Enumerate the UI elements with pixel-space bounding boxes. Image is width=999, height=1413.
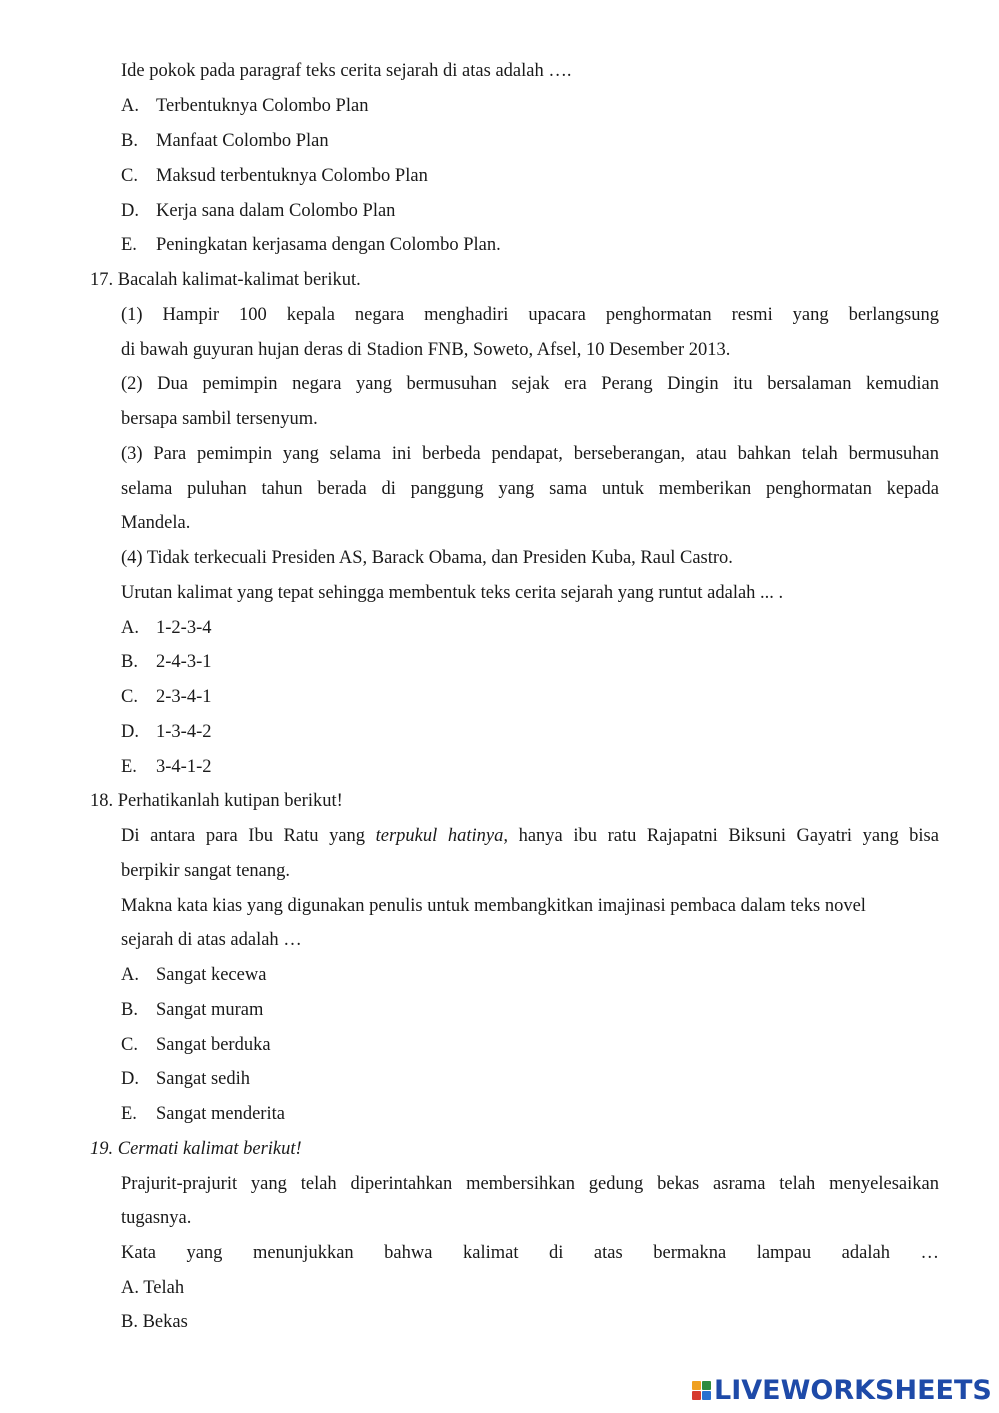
- option-letter: A.: [121, 965, 139, 985]
- option-letter: B.: [121, 1000, 138, 1020]
- option-text: Manfaat Colombo Plan: [156, 131, 329, 151]
- option-text: 1-2-3-4: [156, 618, 212, 638]
- option-letter: C.: [121, 687, 138, 707]
- q17-heading: [90, 269, 361, 291]
- option-letter: D.: [121, 722, 139, 742]
- q19-sentence-line-2: tugasnya.: [121, 1208, 192, 1228]
- q18-quote-line-1: [121, 825, 939, 847]
- q17-prompt: Urutan kalimat yang tepat sehingga membentuk teks cerita sejarah yang runtut adalah ... .: [121, 583, 784, 603]
- option-text: Terbentuknya Colombo Plan: [156, 96, 369, 116]
- q16-prompt: Ide pokok pada paragraf teks cerita sejarah di atas adalah ….: [121, 61, 572, 81]
- q19-option-a[interactable]: A. Telah: [121, 1278, 185, 1298]
- option-text: Sangat menderita: [156, 1104, 285, 1124]
- figurative-phrase: terpukul hatinya,: [375, 826, 508, 846]
- option-letter: A.: [121, 618, 139, 638]
- q17-sentence-3-line-3: Mandela.: [121, 513, 191, 533]
- q17-sentence-1-line-2: di bawah guyuran hujan deras di Stadion FNB, Soweto, Afsel, 10 Desember 2013.: [121, 340, 731, 360]
- option-letter: E.: [121, 1104, 137, 1124]
- option-text: Sangat berduka: [156, 1035, 271, 1055]
- q17-sentence-3-line-2: selama puluhan tahun berada di panggung yang sama untuk memberikan penghormatan kepada: [121, 479, 939, 499]
- option-text: Kerja sana dalam Colombo Plan: [156, 201, 396, 221]
- q18-prompt-line-2: sejarah di atas adalah …: [121, 930, 302, 950]
- q17-sentence-3-line-1: (3) Para pemimpin yang selama ini berbeda pendapat, berseberangan, atau bahkan telah bermusuhan: [121, 444, 939, 464]
- option-text: Peningkatan kerjasama dengan Colombo Plan.: [156, 235, 501, 255]
- option-text: 1-3-4-2: [156, 722, 212, 742]
- option-text: Sangat kecewa: [156, 965, 267, 985]
- question-number: 18.: [90, 791, 114, 811]
- liveworksheets-logo[interactable]: [692, 1374, 992, 1406]
- q18-quote-line-2: berpikir sangat tenang.: [121, 861, 291, 881]
- logo-square-icon: [702, 1391, 711, 1400]
- logo-square-icon: [692, 1391, 701, 1400]
- q17-sentence-2-line-2: bersapa sambil tersenyum.: [121, 409, 318, 429]
- q18-heading: [90, 790, 343, 812]
- option-text: 2-4-3-1: [156, 652, 212, 672]
- option-letter: E.: [121, 757, 137, 777]
- option-letter: B.: [121, 652, 138, 672]
- quote-text: hanya ibu ratu Rajapatni Biksuni Gayatri yang bisa: [507, 826, 939, 846]
- question-number: 17.: [90, 270, 114, 290]
- question-title: Bacalah kalimat-kalimat berikut.: [117, 270, 361, 290]
- logo-square-icon: [702, 1381, 711, 1390]
- option-text: Maksud terbentuknya Colombo Plan: [156, 166, 428, 186]
- q17-sentence-1-line-1: (1) Hampir 100 kepala negara menghadiri upacara penghormatan resmi yang berlangsung: [121, 305, 939, 325]
- option-text: Sangat sedih: [156, 1069, 251, 1089]
- logo-square-icon: [692, 1381, 701, 1390]
- liveworksheets-wordmark: LIVEWORKSHEETS: [714, 1374, 992, 1406]
- quote-text: Di antara para Ibu Ratu yang: [121, 826, 376, 846]
- q19-option-b[interactable]: B. Bekas: [121, 1312, 188, 1332]
- option-letter: B.: [121, 131, 138, 151]
- option-letter: C.: [121, 166, 138, 186]
- option-letter: A.: [121, 96, 139, 116]
- option-text: 2-3-4-1: [156, 687, 212, 707]
- q19-heading: 19. Cermati kalimat berikut!: [90, 1139, 302, 1159]
- option-letter: E.: [121, 235, 137, 255]
- option-letter: D.: [121, 201, 139, 221]
- q17-sentence-4: (4) Tidak terkecuali Presiden AS, Barack Obama, dan Presiden Kuba, Raul Castro.: [121, 548, 733, 568]
- q19-sentence-line-1: Prajurit-prajurit yang telah diperintahkan membersihkan gedung bekas asrama telah menyelesaikan: [121, 1174, 939, 1194]
- option-text: Sangat muram: [156, 1000, 264, 1020]
- q19-prompt: Kata yang menunjukkan bahwa kalimat di atas bermakna lampau adalah …: [121, 1243, 939, 1263]
- option-letter: D.: [121, 1069, 139, 1089]
- option-text: 3-4-1-2: [156, 757, 212, 777]
- option-letter: C.: [121, 1035, 138, 1055]
- question-title: Perhatikanlah kutipan berikut!: [117, 791, 343, 811]
- liveworksheets-logo-icon: [692, 1381, 711, 1400]
- q18-prompt-line-1: Makna kata kias yang digunakan penulis untuk membangkitkan imajinasi pembaca dalam teks novel: [121, 896, 866, 916]
- q17-sentence-2-line-1: (2) Dua pemimpin negara yang bermusuhan sejak era Perang Dingin itu bersalaman kemudian: [121, 374, 939, 394]
